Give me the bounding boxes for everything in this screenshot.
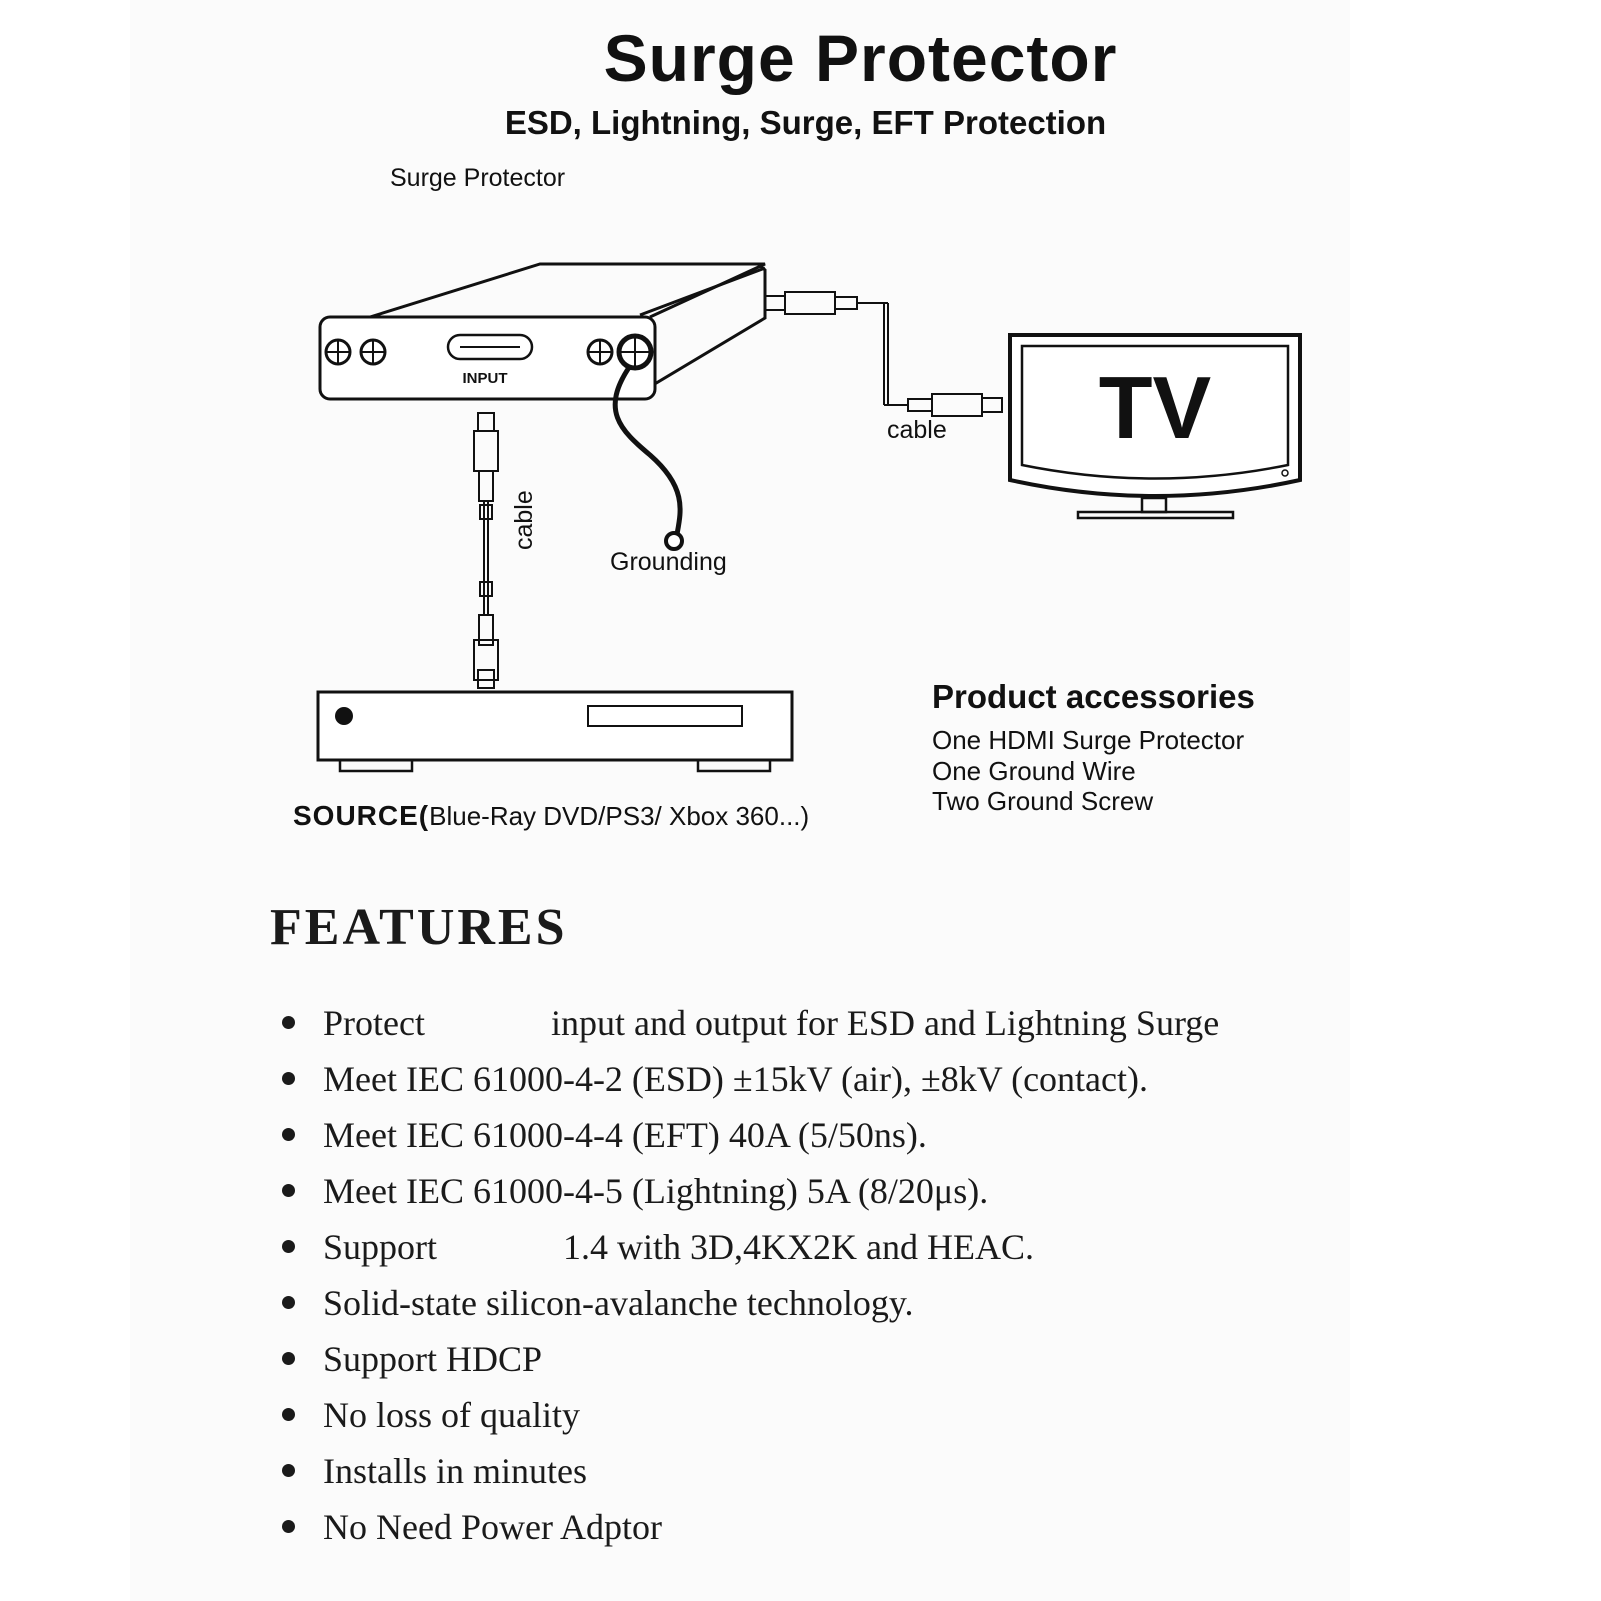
feature-item xyxy=(282,1170,988,1212)
feature-text: Support 1.4 with 3D,4KX2K and HEAC. xyxy=(323,1227,1034,1267)
feature-item xyxy=(282,1450,587,1492)
bullet-icon xyxy=(282,1128,295,1141)
grounding-label: Grounding xyxy=(610,548,727,576)
bullet-icon xyxy=(282,1464,295,1477)
hdmi-cable-right xyxy=(765,292,1002,416)
bullet-icon xyxy=(282,1240,295,1253)
bullet-icon xyxy=(282,1352,295,1365)
source-label-rest: Blue-Ray DVD/PS3/ Xbox 360...) xyxy=(429,801,810,831)
source-label-bold: SOURCE( xyxy=(293,800,430,831)
feature-text: Meet IEC 61000-4-2 (ESD) ±15kV (air), ±8kV (contact). xyxy=(323,1059,1148,1099)
screw-icon xyxy=(326,340,350,364)
page-title: Surge Protector xyxy=(603,21,1118,95)
feature-text: Solid-state silicon-avalanche technology. xyxy=(323,1283,914,1323)
features-title: FEATURES xyxy=(270,899,568,956)
surge-protector-device xyxy=(320,264,765,399)
bullet-icon xyxy=(282,1408,295,1421)
bullet-icon xyxy=(282,1072,295,1085)
feature-item xyxy=(282,1282,913,1324)
power-indicator-icon xyxy=(335,707,353,725)
bullet-icon xyxy=(282,1296,295,1309)
bullet-icon xyxy=(282,1184,295,1197)
feature-text: Support HDCP xyxy=(323,1339,543,1379)
hdmi-cable-left xyxy=(474,413,498,688)
ground-screw-icon xyxy=(619,336,651,368)
feature-item xyxy=(282,1226,1034,1268)
feature-item xyxy=(282,1506,662,1548)
feature-text: Meet IEC 61000-4-5 (Lightning) 5A (8/20μs). xyxy=(323,1171,989,1211)
source-label xyxy=(293,800,809,832)
feature-text: Protect input and output for ESD and Lightning Surge xyxy=(323,1003,1220,1043)
bullet-icon xyxy=(282,1520,295,1533)
feature-item xyxy=(282,1394,580,1436)
feature-text: Meet IEC 61000-4-4 (EFT) 40A (5/50ns). xyxy=(323,1115,927,1155)
feature-text: Installs in minutes xyxy=(323,1451,587,1491)
feature-text: No loss of quality xyxy=(323,1395,580,1435)
accessory-item: One HDMI Surge Protector xyxy=(932,725,1245,755)
source-device-icon xyxy=(318,692,792,771)
feature-item xyxy=(282,1002,1219,1044)
accessory-item: One Ground Wire xyxy=(932,756,1136,786)
accessories-title: Product accessories xyxy=(932,678,1255,715)
input-port-label: INPUT xyxy=(462,370,508,387)
cable-right-label: cable xyxy=(887,416,947,444)
feature-item xyxy=(282,1114,927,1156)
tv-label: TV xyxy=(1098,358,1212,457)
screw-icon xyxy=(588,340,612,364)
grounding-terminal-icon xyxy=(666,533,682,549)
bullet-icon xyxy=(282,1016,295,1029)
feature-item xyxy=(282,1058,1148,1100)
page-subtitle: ESD, Lightning, Surge, EFT Protection xyxy=(504,104,1107,141)
feature-text: No Need Power Adptor xyxy=(323,1507,662,1547)
screw-icon xyxy=(361,340,385,364)
feature-item xyxy=(282,1338,542,1380)
device-caption: Surge Protector xyxy=(390,164,566,192)
accessory-item: Two Ground Screw xyxy=(932,786,1154,816)
cable-left-label: cable xyxy=(510,490,538,550)
